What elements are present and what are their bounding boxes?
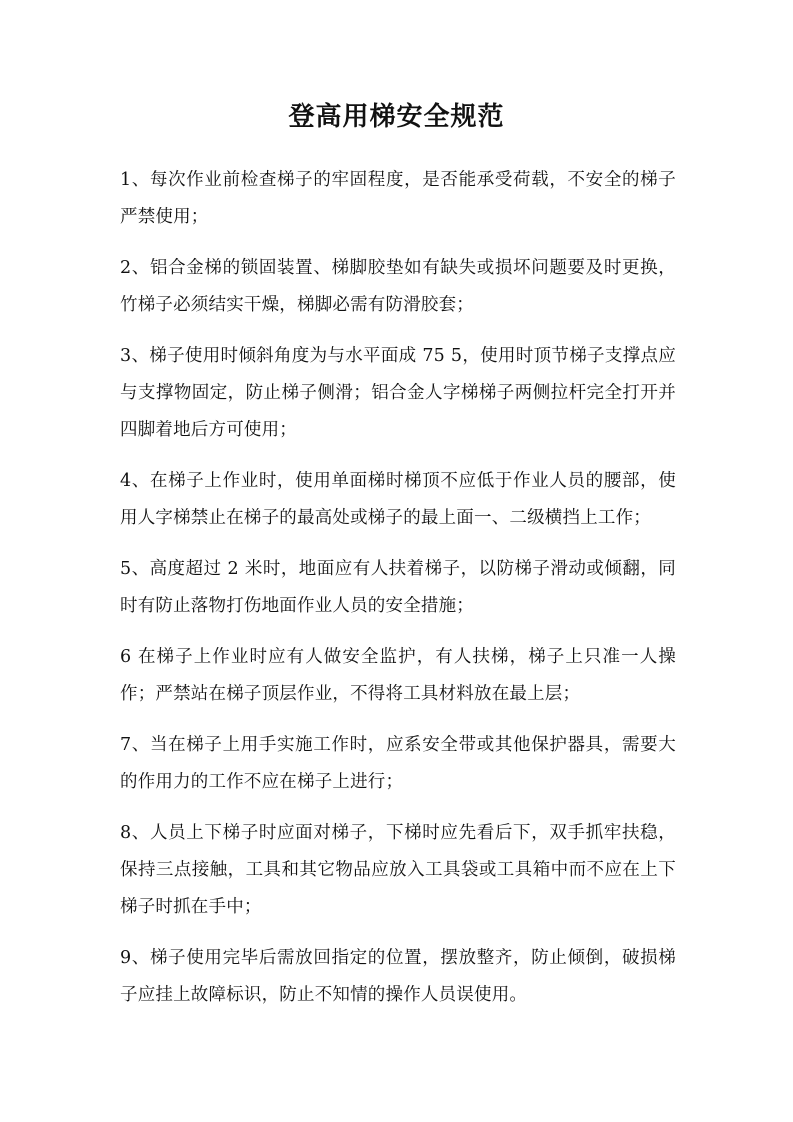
rule-item-7: 7、当在梯子上用手实施工作时，应系安全带或其他保护器具，需要大的作用力的工作不应在梯子上进行； [120, 735, 676, 792]
rule-item-4: 4、在梯子上作业时，使用单面梯时梯顶不应低于作业人员的腰部，使用人字梯禁止在梯子的最高处或梯子的最上面一、二级横挡上工作； [120, 471, 676, 528]
rule-item-6: 6 在梯子上作业时应有人做安全监护，有人扶梯，梯子上只准一人操作；严禁站在梯子顶层作业，不得将工具材料放在最上层； [120, 647, 676, 704]
rules-list [120, 162, 676, 1028]
rule-item-5: 5、高度超过 2 米时，地面应有人扶着梯子，以防梯子滑动或倾翻，同时有防止落物打伤地面作业人员的安全措施； [120, 559, 676, 616]
rule-item-2: 2、铝合金梯的锁固装置、梯脚胶垫如有缺失或损坏问题要及时更换，竹梯子必须结实干燥，梯脚必需有防滑胶套； [120, 258, 676, 315]
rule-item-3: 3、梯子使用时倾斜角度为与水平面成 75 5，使用时顶节梯子支撑点应与支撑物固定，防止梯子侧滑；铝合金人字梯梯子两侧拉杆完全打开并四脚着地后方可使用； [120, 346, 676, 440]
rule-item-8: 8、人员上下梯子时应面对梯子，下梯时应先看后下，双手抓牢扶稳，保持三点接触，工具和其它物品应放入工具袋或工具箱中而不应在上下梯子时抓在手中； [120, 823, 676, 917]
rule-item-1: 1、每次作业前检查梯子的牢固程度，是否能承受荷载，不安全的梯子严禁使用； [120, 170, 676, 227]
rule-item-9: 9、梯子使用完毕后需放回指定的位置，摆放整齐，防止倾倒，破损梯子应挂上故障标识，防止不知情的操作人员误使用。 [120, 948, 676, 1005]
document-title: 登高用梯安全规范 [288, 102, 505, 132]
